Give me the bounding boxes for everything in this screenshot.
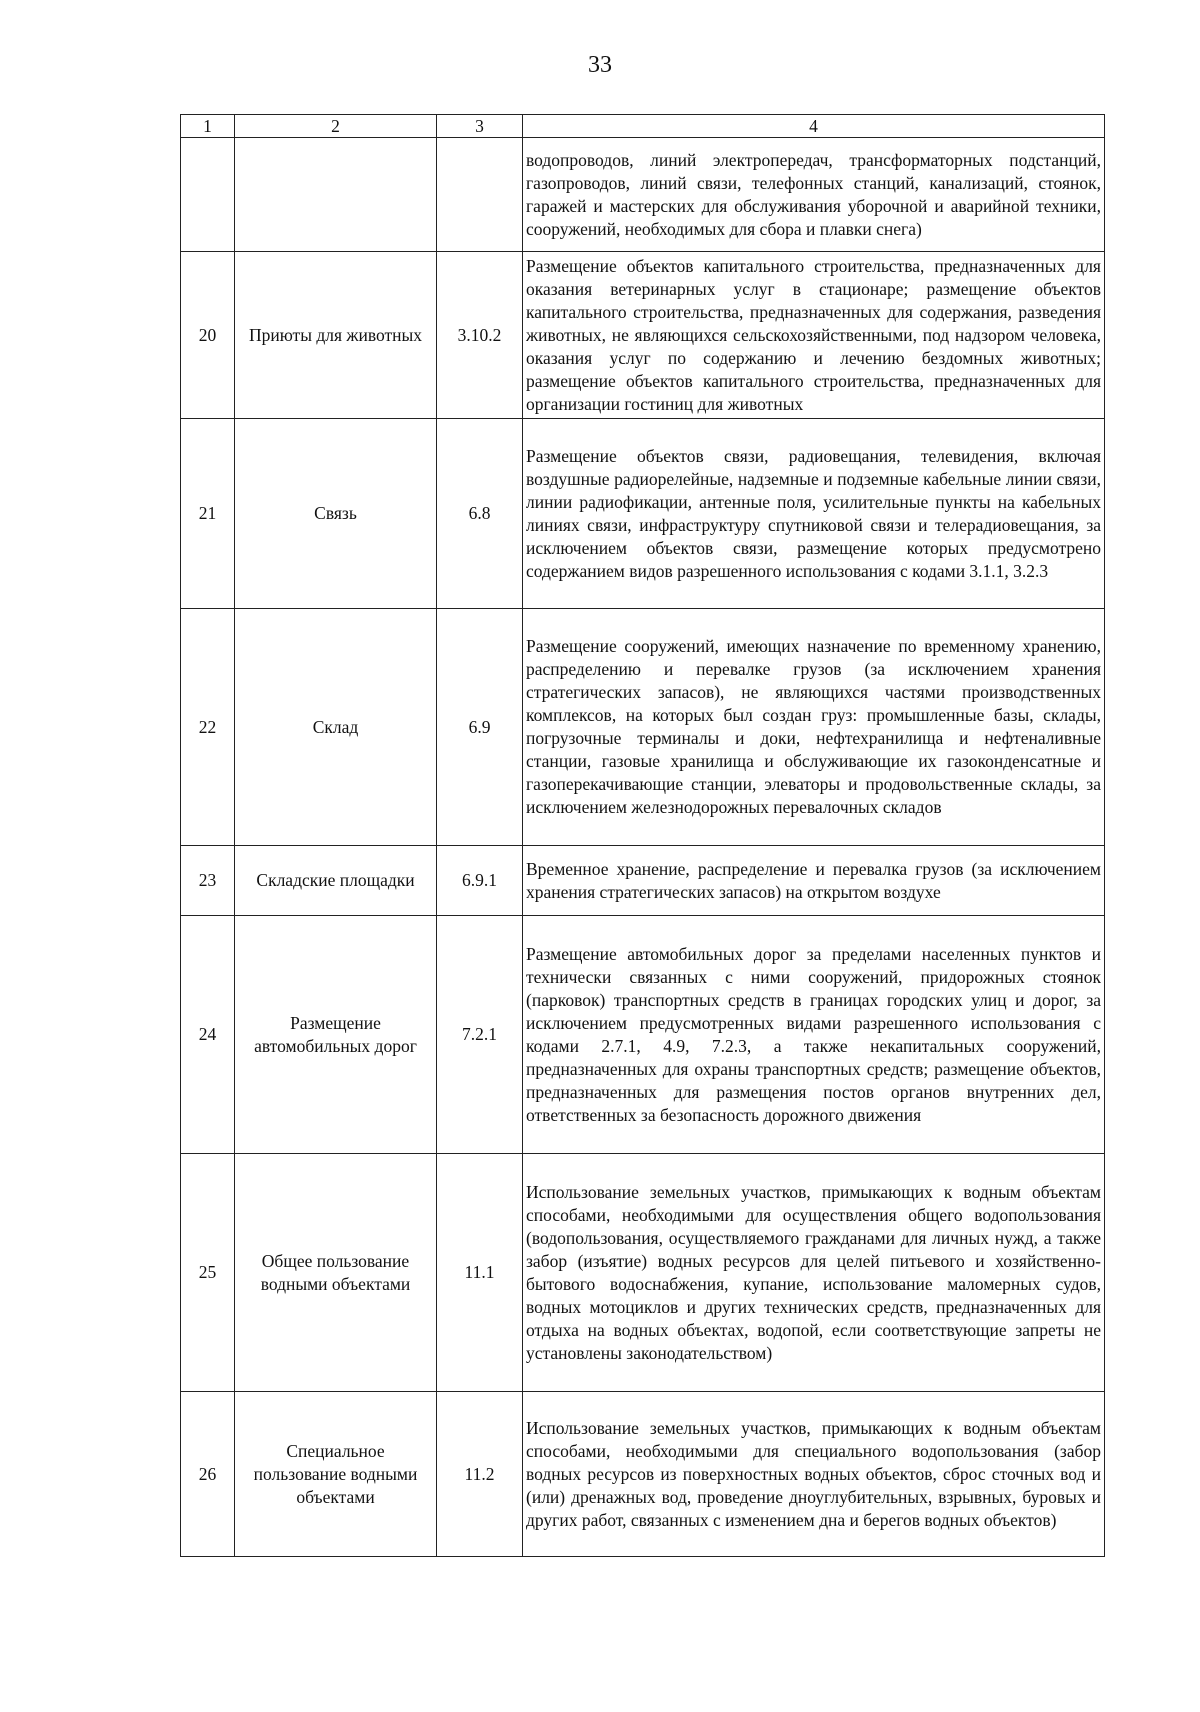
row-name: Размещение автомобильных дорог (235, 916, 437, 1154)
row-code: 11.1 (437, 1154, 523, 1392)
row-name: Общее пользование водными объектами (235, 1154, 437, 1392)
table-row-20 (181, 252, 1105, 419)
row-name: Складские площадки (235, 846, 437, 916)
row-description: Размещение объектов капитального строительства, предназначенных для оказания ветеринарных услуг в стационаре; размещение объектов капитального строительства, предназначенных для содержания, разведения животных, не являющихся сельскохозяйственными, под надзором человека, оказания услуг по содержанию и лечению бездомных животных; размещение объектов капитального строительства, предназначенных для организации гостиниц для животных (523, 252, 1105, 419)
row-description: Размещение объектов связи, радиовещания, телевидения, включая воздушные радиорелейные, надземные и подземные кабельные линии связи, линии радиофикации, антенные поля, усилительные пункты на кабельных линиях связи, инфраструктуру спутниковой связи и телерадиовещания, за исключением объектов связи, размещение которых предусмотрено содержанием видов разрешенного использования с кодами 3.1.1, 3.2.3 (523, 419, 1105, 609)
row-description: водопроводов, линий электропередач, трансформаторных подстанций, газопроводов, линий связи, телефонных станций, канализаций, стоянок, гаражей и мастерских для обслуживания уборочной и аварийной техники, сооружений, необходимых для сбора и плавки снега) (523, 138, 1105, 252)
header-col-3: 3 (437, 115, 523, 138)
table-row-25 (181, 1154, 1105, 1392)
row-description: Использование земельных участков, примыкающих к водным объектам способами, необходимыми для специального водопользования (забор водных ресурсов из поверхностных водных объектов, сброс сточных вод и (или) дренажных вод, проведение дноуглубительных, взрывных, буровых и других работ, связанных с изменением дна и берегов водных объектов) (523, 1392, 1105, 1557)
row-code: 7.2.1 (437, 916, 523, 1154)
header-col-1: 1 (181, 115, 235, 138)
row-description: Размещение автомобильных дорог за пределами населенных пунктов и технически связанных с ними сооружений, придорожных стоянок (парковок) транспортных средств в границах городских улиц и дорог, за исключением предусмотренных видами разрешенного использования с кодами 2.7.1, 4.9, 7.2.3, а также некапитальных сооружений, предназначенных для охраны транспортных средств; размещение объектов, предназначенных для размещения постов органов внутренних дел, ответственных за безопасность дорожного движения (523, 916, 1105, 1154)
row-code: 6.9 (437, 609, 523, 846)
table-row-24 (181, 916, 1105, 1154)
row-name (235, 138, 437, 252)
row-number: 20 (181, 252, 235, 419)
row-description: Использование земельных участков, примыкающих к водным объектам способами, необходимыми для осуществления общего водопользования (водопользования, осуществляемого гражданами для личных нужд, а также забор (изъятие) водных ресурсов для целей питьевого и хозяйственно-бытового водоснабжения, купание, использование маломерных судов, водных мотоциклов и других технических средств, предназначенных для отдыха на водных объектах, водопой, если соответствующие запреты не установлены законодательством) (523, 1154, 1105, 1392)
row-number: 23 (181, 846, 235, 916)
table-row-21 (181, 419, 1105, 609)
row-code (437, 138, 523, 252)
page-number: 33 (588, 52, 612, 78)
row-description: Размещение сооружений, имеющих назначение по временному хранению, распределению и перевалке грузов (за исключением хранения стратегических запасов), не являющихся частями производственных комплексов, на которых был создан груз: промышленные базы, склады, погрузочные терминалы и доки, нефтехранилища и нефтеналивные станции, газовые хранилища и обслуживающие их газоконденсатные и газоперекачивающие станции, элеваторы и продовольственные склады, за исключением железнодорожных перевалочных складов (523, 609, 1105, 846)
row-code: 3.10.2 (437, 252, 523, 419)
row-description: Временное хранение, распределение и перевалка грузов (за исключением хранения стратегических запасов) на открытом воздухе (523, 846, 1105, 916)
row-name: Приюты для животных (235, 252, 437, 419)
table-row-23 (181, 846, 1105, 916)
header-row (181, 115, 1105, 138)
header-col-4: 4 (523, 115, 1105, 138)
row-number: 21 (181, 419, 235, 609)
table-row-continuation (181, 138, 1105, 252)
row-code: 6.9.1 (437, 846, 523, 916)
land-use-table (180, 114, 1105, 1557)
row-number: 26 (181, 1392, 235, 1557)
row-code: 6.8 (437, 419, 523, 609)
row-number: 24 (181, 916, 235, 1154)
table-row-22 (181, 609, 1105, 846)
row-number: 22 (181, 609, 235, 846)
row-name: Специальное пользование водными объектами (235, 1392, 437, 1557)
header-col-2: 2 (235, 115, 437, 138)
row-name: Связь (235, 419, 437, 609)
row-name: Склад (235, 609, 437, 846)
table-row-26 (181, 1392, 1105, 1557)
row-number: 25 (181, 1154, 235, 1392)
row-code: 11.2 (437, 1392, 523, 1557)
row-number (181, 138, 235, 252)
